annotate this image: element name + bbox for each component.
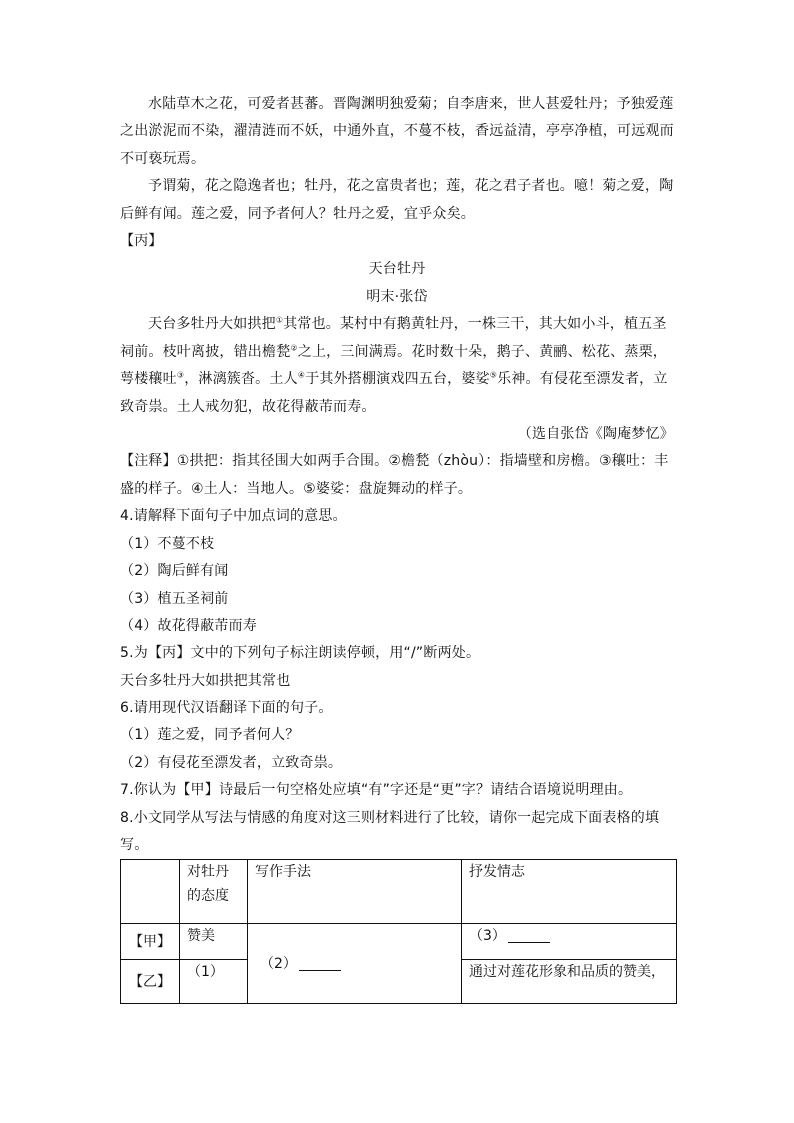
row-label-yi: 【乙】 (121, 960, 180, 1004)
table-header-row (121, 860, 677, 924)
cell-method-shared[interactable]: （2） (248, 924, 462, 1004)
question-5-sentence: 天台多牡丹大如拱把其常也 (120, 673, 291, 689)
row-label-jia: 【甲】 (121, 924, 180, 960)
passage-bing-line: 祠前。枝叶离披，错出檐甃②之上，三间满焉。花时数十朵，鹅子、黄鹂、松花、蒸栗， (120, 343, 667, 360)
passage-yi-line: 予谓菊，花之隐逸者也；牡丹，花之富贵者也；莲，花之君子者也。噫！菊之爱，陶 (148, 178, 674, 194)
cell-yi-attitude[interactable]: （1） (180, 960, 248, 1004)
passage-title: 天台牡丹 (368, 261, 426, 277)
passage-yi-line: 不可亵玩焉。 (120, 151, 206, 167)
notes-line: 【注释】①拱把：指其径围大如两手合围。②檐甃（zhòu）：指墙壁和房檐。③穰吐：丰 (120, 453, 669, 469)
passage-yi-line: 之出淤泥而不染，濯清涟而不妖，中通外直，不蔓不枝，香远益清，亭亭净植，可远观而 (120, 123, 674, 139)
question-4-item: （3）植五圣祠前 (120, 591, 229, 607)
answer-blank[interactable] (299, 956, 341, 971)
question-4-item: （4）故花得蔽芾而寿 (120, 618, 257, 634)
header-method: 写作手法 (248, 860, 462, 924)
passage-yi-line: 水陆草木之花，可爱者甚蕃。晋陶渊明独爱菊；自李唐来，世人甚爱牡丹；予独爱莲 (148, 96, 674, 112)
notes-line: 盛的样子。④土人：当地人。⑤婆娑：盘旋舞动的样子。 (120, 481, 473, 497)
passage-source: （选自张岱《陶庵梦忆》 (517, 426, 674, 442)
question-8: 8.小文同学从写法与情感的角度对这三则材料进行了比较，请你一起完成下面表格的填 (120, 810, 660, 826)
header-emotion: 抒发情志 (462, 860, 677, 924)
question-4-item: （2）陶后鲜有闻 (120, 563, 229, 579)
cell-jia-emotion[interactable]: （3） (462, 924, 677, 960)
table-corner-cell (121, 860, 180, 924)
passage-bing-line: 天台多牡丹大如拱把①其常也。某村中有鹅黄牡丹，一株三干，其大如小斗，植五圣 (148, 315, 667, 332)
question-6-item: （1）莲之爱，同予者何人？ (120, 727, 300, 743)
passage-yi-line: 后鲜有闻。莲之爱，同予者何人？牡丹之爱，宜乎众矣。 (120, 206, 475, 222)
question-8-cont: 写。 (120, 837, 149, 853)
question-4: 4.请解释下面句子中加点词的意思。 (120, 508, 347, 524)
question-6-item: （2）有侵花至漂发者，立致奇祟。 (120, 755, 343, 771)
question-7: 7.你认为【甲】诗最后一句空格处应填“有”字还是“更”字？请结合语境说明理由。 (120, 782, 633, 798)
cell-jia-attitude: 赞美 (180, 924, 248, 960)
passage-bing-line: 致奇祟。土人戒勿犯，故花得蔽芾而寿。 (120, 399, 376, 415)
passage-bing-line: 萼楼穰吐③，淋漓簇沓。土人④于其外搭棚演戏四五台，婆娑⑤乐神。有侵花至漂发者，立 (120, 370, 668, 387)
question-6: 6.请用现代汉语翻译下面的句子。 (120, 700, 333, 716)
question-5: 5.为【丙】文中的下列句子标注朗读停顿，用“/”断两处。 (120, 645, 481, 661)
comparison-table (120, 859, 677, 1004)
header-attitude: 对牡丹 的态度 (180, 860, 248, 924)
table-row (121, 924, 677, 960)
cell-yi-emotion: 通过对莲花形象和品质的赞美， (462, 960, 677, 1004)
question-4-item: （1）不蔓不枝 (120, 536, 215, 552)
section-marker-bing: 【丙】 (120, 233, 163, 249)
answer-blank[interactable] (508, 928, 550, 943)
passage-author: 明末·张岱 (366, 289, 428, 305)
